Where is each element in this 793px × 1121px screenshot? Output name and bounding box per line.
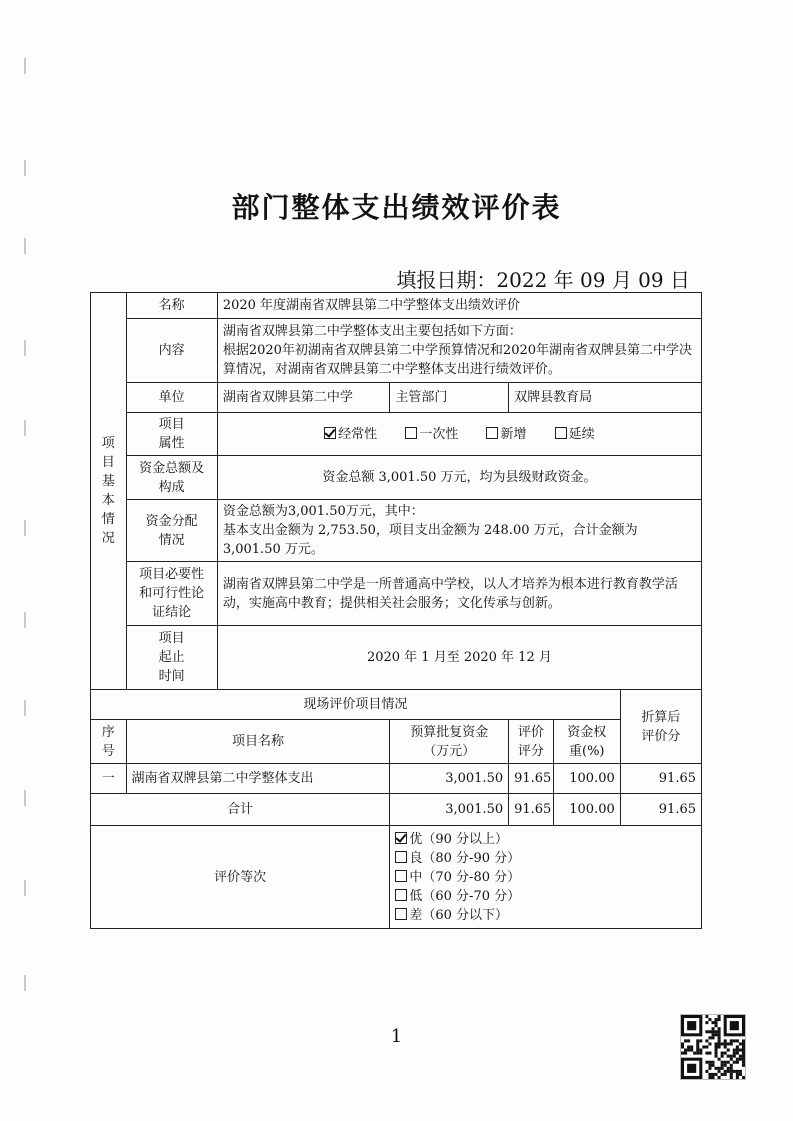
- grade-option-poor[interactable]: [395, 906, 696, 925]
- qr-module: [718, 1027, 721, 1030]
- checkbox-icon: [395, 832, 407, 844]
- qr-module: [681, 1042, 684, 1045]
- qr-module: [739, 1058, 742, 1061]
- qr-module: [711, 1033, 714, 1036]
- content-line: 根据2020年初湖南省双牌县第二中学预算情况和2020年湖南省双牌县第二中学决算情况，对湖南省双牌县第二中学整体支出进行绩效评价。: [222, 343, 693, 377]
- qr-module: [708, 1061, 711, 1064]
- weight-header-line: 重(%): [569, 743, 605, 759]
- attribute-label-line: 项目: [158, 417, 185, 432]
- dept-label: 主管部门: [390, 383, 509, 413]
- allocation-label: [126, 500, 217, 562]
- qr-module: [742, 1058, 745, 1061]
- binding-mark: [24, 880, 26, 896]
- qr-module: [730, 1058, 733, 1061]
- qr-module: [715, 1055, 718, 1058]
- qr-module: [736, 1076, 739, 1079]
- qr-module: [730, 1042, 733, 1045]
- attribute-label-line: 属性: [158, 436, 185, 451]
- binding-mark: [24, 700, 26, 716]
- qr-module: [715, 1045, 718, 1048]
- necessity-label-line: 证结论: [152, 605, 192, 620]
- converted-header-line: 评价分: [641, 728, 681, 744]
- seq-header-line: 序: [101, 724, 115, 740]
- qr-module: [736, 1058, 739, 1061]
- qr-module: [681, 1045, 684, 1048]
- qr-module: [718, 1033, 721, 1036]
- weight-header-line: 资金权: [567, 724, 607, 740]
- grade-option-excellent[interactable]: [395, 830, 696, 849]
- period-label: [126, 626, 217, 690]
- checkbox-icon: [395, 908, 407, 920]
- option-label: 经常性: [338, 426, 378, 442]
- qr-module: [705, 1045, 708, 1048]
- binding-mark: [24, 612, 26, 628]
- qr-module: [696, 1042, 699, 1045]
- qr-module: [708, 1052, 711, 1055]
- qr-module: [733, 1055, 736, 1058]
- page-number: 1: [390, 1026, 403, 1047]
- budget-header-line: 预算批复资金: [410, 724, 489, 740]
- qr-module: [687, 1021, 696, 1030]
- qr-module: [721, 1064, 724, 1067]
- qr-module: [715, 1024, 718, 1027]
- qr-module: [727, 1067, 730, 1070]
- allocation-label-line: 资金分配: [145, 513, 198, 529]
- qr-module: [715, 1033, 718, 1036]
- qr-module: [718, 1015, 721, 1018]
- qr-module: [705, 1015, 708, 1018]
- qr-module: [736, 1049, 739, 1052]
- qr-module: [736, 1070, 739, 1073]
- qr-module: [681, 1052, 684, 1055]
- qr-module: [730, 1064, 733, 1067]
- necessity-label-line: 和可行性论: [139, 586, 205, 601]
- period-value: 2020 年 1 月至 2020 年 12 月: [217, 626, 701, 690]
- qr-module: [715, 1021, 718, 1024]
- qr-module: [690, 1045, 693, 1048]
- name-value: 2020 年度湖南省双牌县第二中学整体支出绩效评价: [217, 293, 701, 319]
- qr-module: [736, 1045, 739, 1048]
- qr-module: [705, 1039, 708, 1042]
- total-funds-label-line: 构成: [158, 479, 185, 495]
- item-budget: 3,001.50: [390, 764, 509, 794]
- grade-option-medium[interactable]: [395, 868, 696, 887]
- seq-header-line: 号: [101, 743, 115, 759]
- option-label: 延续: [568, 426, 595, 442]
- qr-module: [724, 1061, 727, 1064]
- qr-module: [708, 1073, 711, 1076]
- qr-module: [718, 1042, 721, 1045]
- fill-date: 填报日期：2022 年 09 月 09 日: [396, 268, 690, 292]
- qr-module: [733, 1052, 736, 1055]
- qr-module: [727, 1055, 730, 1058]
- qr-module: [727, 1042, 730, 1045]
- qr-module: [730, 1021, 739, 1030]
- total-converted: 91.65: [620, 794, 701, 826]
- qr-module: [705, 1030, 708, 1033]
- allocation-label-line: 情况: [158, 532, 185, 548]
- weight-header: [553, 720, 620, 764]
- binding-mark: [24, 790, 26, 806]
- qr-module: [715, 1049, 718, 1052]
- allocation-line: 资金总额为3,001.50万元，其中：: [222, 504, 424, 519]
- qr-module: [730, 1070, 733, 1073]
- converted-score-header: [620, 690, 701, 764]
- dept-value: 双牌县教育局: [509, 383, 702, 413]
- qr-module: [718, 1070, 721, 1073]
- checkbox-icon: [395, 889, 407, 901]
- item-seq: 一: [91, 764, 127, 794]
- qr-module: [708, 1064, 711, 1067]
- attribute-label: [126, 413, 217, 456]
- option-label: 良（80 分-90 分）: [409, 850, 521, 866]
- qr-module: [730, 1076, 733, 1079]
- qr-module: [718, 1036, 721, 1039]
- budget-header: [390, 720, 509, 764]
- binding-mark: [24, 340, 26, 356]
- qr-module: [705, 1070, 708, 1073]
- qr-module: [742, 1039, 745, 1042]
- option-label: 一次性: [419, 426, 459, 442]
- qr-module: [715, 1042, 718, 1045]
- qr-module: [721, 1042, 724, 1045]
- option-label: 低（60 分-70 分）: [409, 888, 521, 904]
- score-header: [509, 720, 554, 764]
- binding-mark: [24, 238, 26, 254]
- attribute-option-new[interactable]: [486, 425, 526, 444]
- period-label-line: 时间: [158, 669, 185, 684]
- qr-module: [690, 1049, 693, 1052]
- qr-module: [718, 1045, 721, 1048]
- qr-code-graphic: [681, 1015, 745, 1079]
- qr-module: [721, 1067, 724, 1070]
- qr-module: [711, 1030, 714, 1033]
- qr-module: [687, 1039, 690, 1042]
- qr-module: [724, 1042, 727, 1045]
- item-weight: 100.00: [553, 764, 620, 794]
- qr-module: [727, 1061, 730, 1064]
- qr-module: [696, 1049, 699, 1052]
- item-score: 91.65: [509, 764, 554, 794]
- total-label: 合计: [91, 794, 390, 826]
- qr-module: [693, 1052, 696, 1055]
- qr-module: [684, 1052, 687, 1055]
- score-header-line: 评分: [517, 743, 544, 759]
- qr-module: [705, 1021, 708, 1024]
- qr-module: [736, 1073, 739, 1076]
- qr-module: [687, 1045, 690, 1048]
- qr-module: [724, 1064, 727, 1067]
- qr-module: [699, 1049, 702, 1052]
- qr-module: [721, 1073, 724, 1076]
- qr-module: [724, 1045, 727, 1048]
- qr-module: [711, 1021, 714, 1024]
- qr-module: [721, 1055, 724, 1058]
- qr-module: [715, 1073, 718, 1076]
- qr-module: [705, 1061, 708, 1064]
- binding-mark: [24, 975, 26, 991]
- checkbox-icon: [405, 427, 417, 439]
- qr-module: [708, 1076, 711, 1079]
- qr-module: [739, 1042, 742, 1045]
- seq-header: [91, 720, 127, 764]
- content-line: 湖南省双牌县第二中学整体支出主要包括如下方面：: [222, 324, 522, 339]
- converted-header-line: 折算后: [641, 709, 681, 725]
- item-name-header: 项目名称: [126, 720, 390, 764]
- qr-module: [708, 1067, 711, 1070]
- qr-module: [742, 1049, 745, 1052]
- qr-module: [715, 1030, 718, 1033]
- qr-module: [715, 1018, 718, 1021]
- qr-module: [724, 1052, 727, 1055]
- binding-mark: [24, 58, 26, 74]
- total-funds-label: [126, 456, 217, 500]
- qr-module: [687, 1064, 696, 1073]
- checkbox-icon: [555, 427, 567, 439]
- checkbox-icon: [486, 427, 498, 439]
- period-label-line: 项目: [158, 631, 185, 646]
- qr-module: [727, 1070, 730, 1073]
- qr-module: [711, 1027, 714, 1030]
- qr-module: [684, 1049, 687, 1052]
- qr-module: [721, 1052, 724, 1055]
- total-budget: 3,001.50: [390, 794, 509, 826]
- qr-module: [736, 1061, 739, 1064]
- total-score: 91.65: [509, 794, 554, 826]
- qr-module: [724, 1039, 727, 1042]
- grade-options: [390, 826, 702, 929]
- qr-module: [718, 1039, 721, 1042]
- necessity-label-line: 项目必要性: [139, 567, 205, 582]
- option-label: 优（90 分以上）: [409, 831, 509, 847]
- qr-module: [733, 1070, 736, 1073]
- necessity-value: 湖南省双牌县第二中学是一所普通高中学校，以人才培养为根本进行教育教学活动，实施高中教育；提供相关社会服务；文化传承与创新。: [217, 562, 701, 626]
- qr-module: [715, 1067, 718, 1070]
- qr-module: [730, 1039, 733, 1042]
- qr-module: [730, 1073, 733, 1076]
- qr-module: [718, 1030, 721, 1033]
- qr-module: [736, 1039, 739, 1042]
- qr-module: [730, 1067, 733, 1070]
- qr-module: [733, 1039, 736, 1042]
- binding-mark: [24, 160, 26, 176]
- qr-module: [718, 1067, 721, 1070]
- qr-module: [696, 1039, 699, 1042]
- evaluation-table: [90, 292, 702, 929]
- checkbox-icon: [395, 851, 407, 863]
- qr-module: [739, 1055, 742, 1058]
- qr-module: [702, 1045, 705, 1048]
- qr-module: [718, 1058, 721, 1061]
- qr-module: [684, 1039, 687, 1042]
- basic-section-label: 项 目 基 本 情 况: [91, 293, 127, 690]
- qr-module: [718, 1018, 721, 1021]
- name-label: 名称: [126, 293, 217, 319]
- page-title: 部门整体支出绩效评价表: [231, 191, 562, 224]
- qr-module: [711, 1073, 714, 1076]
- content-label: 内容: [126, 319, 217, 383]
- qr-module: [696, 1045, 699, 1048]
- table-row: [91, 764, 702, 794]
- qr-module: [699, 1052, 702, 1055]
- option-label: 中（70 分-80 分）: [409, 869, 521, 885]
- score-header-line: 评价: [517, 724, 544, 740]
- qr-module: [711, 1036, 714, 1039]
- qr-module: [733, 1061, 736, 1064]
- qr-module: [739, 1049, 742, 1052]
- qr-module: [739, 1070, 742, 1073]
- evaluation-section-label: 现场评价项目情况: [91, 690, 621, 720]
- qr-module: [742, 1064, 745, 1067]
- attribute-option-onetime[interactable]: [405, 425, 458, 444]
- attribute-option-continued[interactable]: [555, 425, 595, 444]
- checkbox-icon: [395, 870, 407, 882]
- qr-module: [742, 1076, 745, 1079]
- item-converted: 91.65: [620, 764, 701, 794]
- binding-mark: [24, 420, 26, 436]
- option-label: 新增: [500, 426, 527, 442]
- qr-module: [718, 1076, 721, 1079]
- qr-module: [727, 1049, 730, 1052]
- period-label-line: 起止: [158, 650, 185, 665]
- qr-module: [724, 1073, 727, 1076]
- total-funds-value: 资金总额 3,001.50 万元，均为县级财政资金。: [217, 456, 701, 500]
- qr-module: [711, 1061, 714, 1064]
- qr-module: [724, 1070, 727, 1073]
- necessity-label: [126, 562, 217, 626]
- qr-code-icon: [680, 1014, 746, 1080]
- qr-module: [708, 1018, 711, 1021]
- unit-label: 单位: [126, 383, 217, 413]
- qr-module: [687, 1049, 690, 1052]
- qr-module: [715, 1052, 718, 1055]
- option-label: 差（60 分以下）: [409, 907, 509, 923]
- qr-module: [742, 1055, 745, 1058]
- grade-option-good[interactable]: [395, 849, 696, 868]
- total-weight: 100.00: [553, 794, 620, 826]
- qr-module: [736, 1052, 739, 1055]
- qr-module: [696, 1052, 699, 1055]
- qr-module: [711, 1064, 714, 1067]
- grade-option-low[interactable]: [395, 887, 696, 906]
- total-row: [91, 794, 702, 826]
- qr-module: [730, 1055, 733, 1058]
- qr-module: [742, 1052, 745, 1055]
- qr-module: [742, 1061, 745, 1064]
- qr-module: [742, 1042, 745, 1045]
- qr-module: [708, 1030, 711, 1033]
- qr-module: [705, 1052, 708, 1055]
- binding-mark: [24, 520, 26, 536]
- qr-module: [708, 1036, 711, 1039]
- item-name: 湖南省双牌县第二中学整体支出: [126, 764, 390, 794]
- qr-module: [739, 1073, 742, 1076]
- content-value: [217, 319, 701, 383]
- grade-label: 评价等次: [91, 826, 390, 929]
- qr-module: [711, 1076, 714, 1079]
- qr-module: [699, 1039, 702, 1042]
- attribute-options: [217, 413, 701, 456]
- allocation-value: [217, 500, 701, 562]
- qr-module: [721, 1061, 724, 1064]
- qr-module: [742, 1045, 745, 1048]
- checkbox-icon: [324, 427, 336, 439]
- total-funds-label-line: 资金总额及: [139, 460, 205, 476]
- qr-module: [708, 1042, 711, 1045]
- qr-module: [733, 1049, 736, 1052]
- allocation-line: 基本支出金额为 2,753.50，项目支出金额为 248.00 万元，合计金额为 3,001.50 万元。: [222, 523, 638, 557]
- budget-header-line: （万元）: [423, 743, 476, 759]
- unit-value: 湖南省双牌县第二中学: [217, 383, 390, 413]
- attribute-option-regular[interactable]: [324, 425, 377, 444]
